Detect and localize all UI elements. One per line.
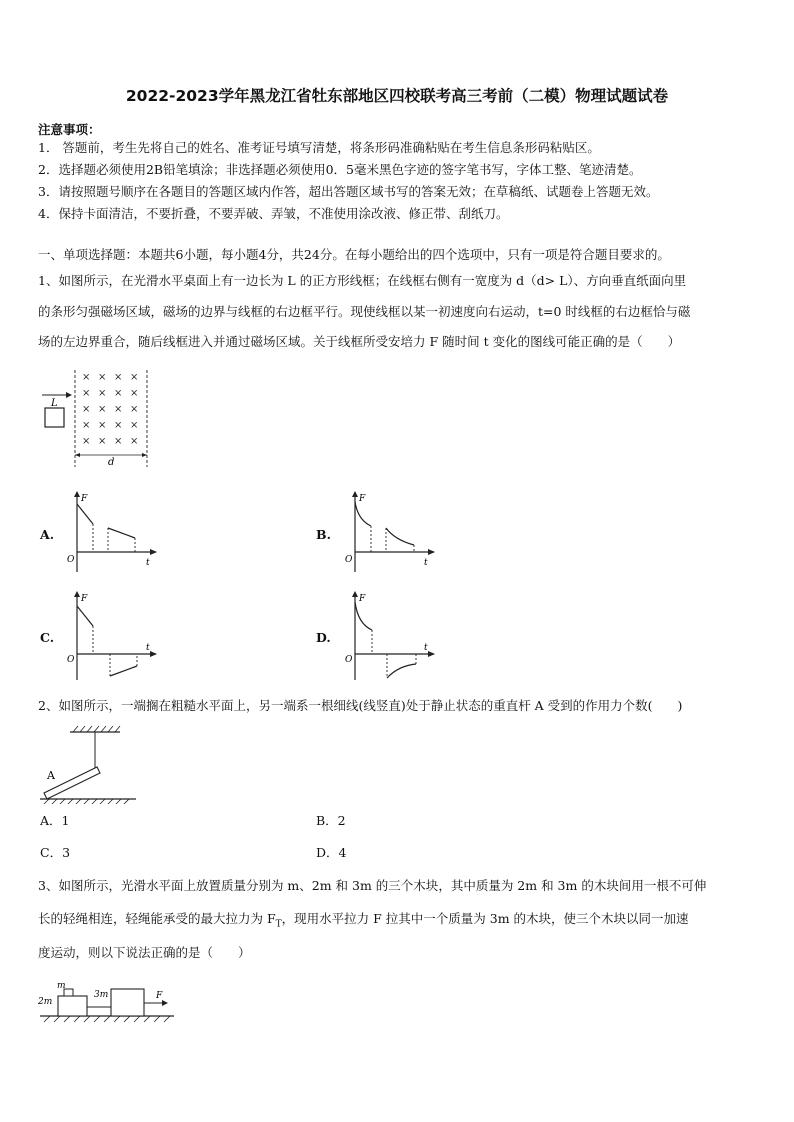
svg-text:F: F	[359, 594, 366, 604]
q3-line-2: 长的轻绳相连，轻绳能承受的最大拉力为 $F_T$，现用水平拉力 F 拉其中一个质量为 3m 的木块，使三个木块以同一加速	[38, 911, 689, 930]
svg-text:F: F	[81, 594, 88, 604]
q2-text: 2、如图所示，一端搁在粗糙水平面上，另一端系一根细线(线竖直)处于静止状态的重直杆 A 受到的作用力个数( )	[38, 698, 683, 713]
notice-item-3: 3．请按照题号顺序在各题目的答题区域内作答，超出答题区域书写的答案无效；在草稿纸、试题卷上答题无效。	[38, 184, 659, 199]
svg-text:×: ×	[82, 420, 91, 431]
section-heading: 一、单项选择题：本题共6小题，每小题4分，共24分。在每小题给出的四个选项中，只有一项是符合题目要求的。	[38, 247, 670, 262]
svg-text:×: ×	[130, 372, 139, 383]
q1-graph-c	[62, 588, 162, 688]
q1-line-2: 的条形匀强磁场区域，磁场的边界与线框的右边框平行。现使线框以某一初速度向右运动，t=0 时线框的右边框恰与磁	[38, 304, 691, 319]
svg-text:×: ×	[98, 420, 107, 431]
q1-line-3: 场的左边界重合，随后线框进入并通过磁场区域。关于线框所受安培力 F 随时间 t 变化的图线可能正确的是（ ）	[38, 334, 681, 349]
q1-graph-a	[62, 488, 162, 580]
q3-line-1: 3、如图所示，光滑水平面上放置质量分别为 m、2m 和 3m 的三个木块，其中质量为 2m 和 3m 的木块间用一根不可伸	[38, 878, 707, 893]
svg-text:×: ×	[130, 404, 139, 415]
svg-text:×: ×	[114, 420, 123, 431]
svg-text:×: ×	[114, 372, 123, 383]
svg-text:×: ×	[114, 436, 123, 447]
page-title: 2022-2023学年黑龙江省牡东部地区四校联考高三考前（二模）物理试题试卷	[125, 87, 669, 105]
svg-text:t: t	[146, 643, 150, 653]
svg-text:×: ×	[82, 404, 91, 415]
svg-text:×: ×	[82, 436, 91, 447]
svg-text:O: O	[67, 555, 75, 565]
svg-text:×: ×	[114, 388, 123, 399]
q3-label-3m: 3m	[94, 990, 109, 1000]
svg-text:×: ×	[98, 404, 107, 415]
notice-item-2: 2．选择题必须使用2B铅笔填涂；非选择题必须使用0．5毫米黑色字迹的签字笔书写，字体工整、笔迹清楚。	[38, 162, 642, 177]
q2-option-b: B．2	[316, 813, 346, 828]
notice-heading: 注意事项：	[38, 122, 101, 137]
svg-text:F: F	[359, 494, 366, 504]
svg-text:×: ×	[82, 372, 91, 383]
field-crosses	[82, 372, 138, 447]
q1-graph-b	[340, 488, 440, 580]
svg-text:×: ×	[130, 436, 139, 447]
q1-side-label: L	[51, 398, 58, 409]
svg-text:×: ×	[130, 388, 139, 399]
q2-option-a: A．1	[40, 813, 70, 828]
q1-line-1: 1、如图所示，在光滑水平桌面上有一边长为 L 的正方形线框；在线框右侧有一宽度为 d（d> L）、方向垂直纸面向里	[38, 273, 687, 288]
svg-text:×: ×	[114, 404, 123, 415]
svg-text:t: t	[424, 558, 428, 568]
notice-item-4: 4．保持卡面清洁，不要折叠，不要弄破、弄皱，不准使用涂改液、修正带、刮纸刀。	[38, 206, 509, 221]
svg-text:F: F	[81, 494, 88, 504]
svg-text:×: ×	[82, 388, 91, 399]
notice-item-1: 1． 答题前，考生先将自己的姓名、准考证号填写清楚，将条形码准确粘贴在考生信息条形码粘贴区。	[38, 140, 600, 155]
q1-option-c-label: C.	[40, 630, 55, 645]
q1-graph-d	[340, 588, 440, 688]
q1-option-a-label: A.	[40, 527, 55, 542]
q1-option-b-label: B.	[316, 527, 331, 542]
q1-option-d-label: D.	[316, 630, 331, 645]
q3-blocks-figure	[38, 978, 178, 1026]
q2-rod-label: A	[47, 769, 55, 782]
q2-option-d: D．4	[316, 845, 347, 860]
q3-label-force: F	[156, 991, 163, 1001]
q1-magnetic-field-figure	[40, 365, 160, 473]
svg-text:×: ×	[98, 388, 107, 399]
svg-text:O: O	[67, 655, 75, 665]
svg-text:×: ×	[98, 436, 107, 447]
q3-label-2m: 2m	[38, 997, 53, 1007]
q2-rod-figure	[38, 724, 138, 804]
q3-label-m: m	[57, 981, 66, 991]
q1-width-label: d	[108, 457, 115, 468]
svg-text:t: t	[424, 643, 428, 653]
svg-text:t: t	[146, 558, 150, 568]
svg-text:O: O	[345, 655, 353, 665]
svg-text:O: O	[345, 555, 353, 565]
q2-option-c: C．3	[40, 845, 71, 860]
svg-text:×: ×	[98, 372, 107, 383]
q3-line-3: 度运动，则以下说法正确的是（ ）	[38, 945, 251, 960]
svg-text:×: ×	[130, 420, 139, 431]
